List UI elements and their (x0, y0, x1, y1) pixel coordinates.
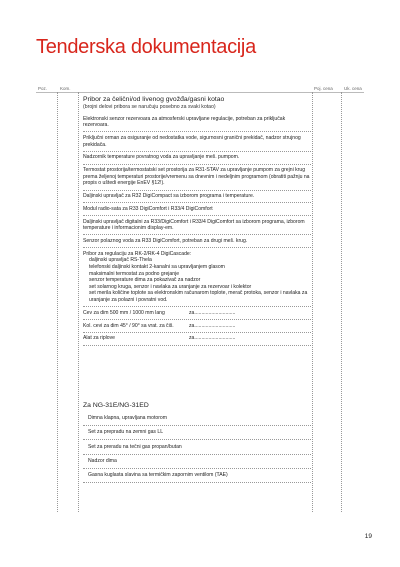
table-top-rule (36, 92, 364, 93)
list-item: Senzor polaznog voda za R33 DigiComfort, potreban za drugi meš. krug. (83, 235, 311, 248)
rib-tool-field (83, 333, 311, 346)
page-number: 19 (364, 533, 372, 540)
flue-elbow-field (83, 320, 311, 333)
regulation-line: telefonski daljinski kontakt 2-kanalni sa upravljanjem glasom (89, 264, 225, 270)
list-item: Daljinski upravljač za R32 DigiCompact sa izborom programa i temperature. (83, 191, 311, 204)
list-item: Daljinski upravljač digitalni za R33/DigiComfort i R33/4 DigiComfort sa izborom programa, izborom temperature i informacionim display-em. (83, 216, 311, 235)
regulation-line: maksimalni termostat za podno grejanje (89, 270, 180, 277)
section-title: Za NG-31E/NG-31ED (83, 402, 149, 409)
column-divider (341, 92, 342, 512)
list-item: Gasna kuglasta slavina sa termičkim zapornim ventilom (TAE) (83, 469, 311, 483)
field-label: Cev za dim 500 mm / 1000 mm lang (83, 309, 165, 316)
regulation-accessories-item (83, 248, 311, 307)
page-title: Tenderska dokumentacija (36, 36, 256, 58)
column-header-kom: Kom. (60, 86, 71, 91)
section-subtitle: (brojni delovi pribora se naručuju posebno za svaki kotao) (83, 104, 216, 110)
regulation-line: set solarnog kruga, senzor i navlaka za uranjanje za rezervoar i kolektor (89, 283, 252, 290)
regulation-heading: Pribor za regulaciju za RK-2/RK-4 DigiCascade: (83, 250, 192, 257)
field-value: za............................. (189, 335, 236, 342)
list-item: Priključni orman za osiguranje od nedostatka vode, sigurnosni granični prekidač, nadzor strujnog prekidača. (83, 132, 311, 151)
field-label: Alat za riplove (83, 335, 115, 342)
list-item: Set za preradu na tečni gas propan/butan (83, 440, 311, 454)
column-header-uk-cena: Uk. cena (344, 86, 362, 91)
list-item: Dimna klapna, upravljana motorom (83, 412, 311, 426)
ng31-section (83, 402, 311, 483)
section-title: Pribor za čelični/od livenog gvožđa/gasni kotao (83, 96, 225, 103)
list-item: Nadzor dima (83, 455, 311, 469)
column-divider (312, 92, 313, 512)
regulation-line: set merila količine toplote sa elektronskim računarom toplote, merač protoka, senzor i navlaka za uranjanje za polazni i povratni vod. (89, 290, 308, 303)
list-item: Termostat prostorija/termostatski set prostorija za R31-STAV za upravljanje pumpom za grejni krug prema željenoj temperaturi prostorije/vremenu sa dnevnim i nedeljnim programom (obratiti pažnju na propis o uštedi energije EnEV §12!). (83, 165, 311, 191)
column-divider (57, 92, 58, 512)
field-value: za............................. (189, 309, 236, 316)
flue-pipe-field (83, 307, 311, 320)
column-header-poj-cena: Poj. cena (314, 86, 333, 91)
field-label: Kol. cevi za dim 45° / 90° sa vrat. za čiš. (83, 322, 174, 329)
column-header-poz: Poz. (38, 86, 48, 91)
column-divider (78, 92, 79, 512)
field-value: za............................. (189, 322, 236, 329)
regulation-line: daljinski upravljač RS-Thela (89, 257, 152, 264)
accessories-section (83, 96, 311, 346)
regulation-line: senzor temperature dima za pokazivač za nadzor (89, 277, 201, 284)
list-item: Elektronski senzor rezervoara za atmosferski upravljane regulacije, potreban za priključak rezervoara. (83, 113, 311, 132)
list-item: Modul radio-sata za R33 DigiComfort i R33/4 DigiComfort (83, 203, 311, 216)
list-item: Nadzornik temperature povratnog voda za upravljanje meš. pumpom. (83, 152, 311, 165)
list-item: Set za prepradu na zemni gas LL (83, 426, 311, 440)
